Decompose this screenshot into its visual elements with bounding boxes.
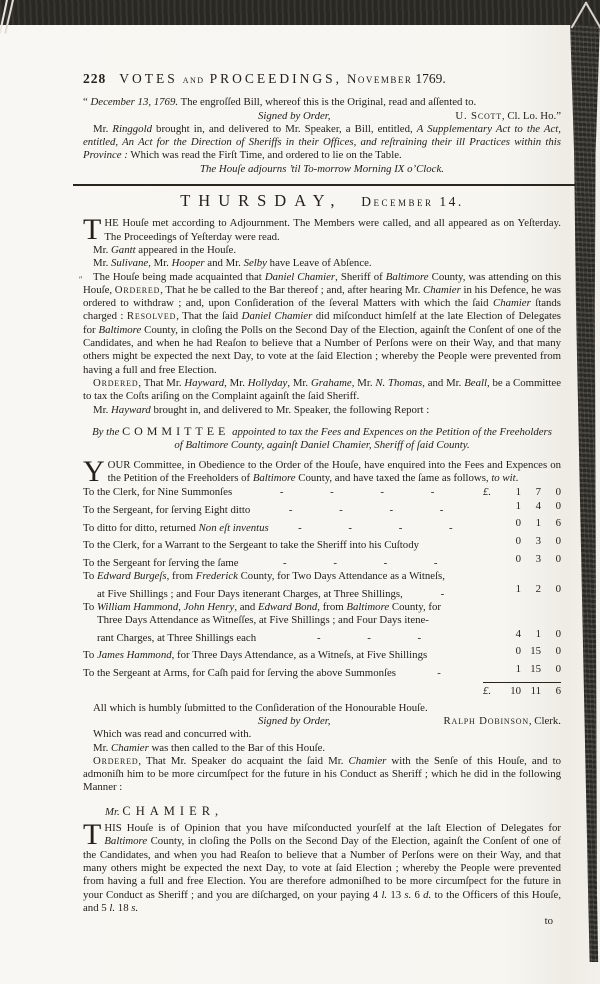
fee-description-continued: rant Charges, at Three Shillings each — [97, 631, 257, 644]
fee-amount: 0 3 0 — [515, 534, 561, 547]
fee-amount: 1 4 0 — [515, 499, 561, 512]
fee-row-non-est-inventus — [83, 517, 561, 535]
fee-description: To James Hammond, for Three Days Attendance, as a Witneſs, at Five Shillings — [83, 649, 428, 662]
dropcap-initial: T — [83, 818, 102, 852]
gantt-line: Mr. Gantt appeared in the Houſe. — [93, 243, 237, 256]
speaker-admonish-paragraph: Ordered, That Mr. Speaker do acquaint the ſaid Mr. Chamier with the Senſe of this Houſe, and to admoniſh him to be more circumſpect for the future in his Conduct as Sheriff ; which he did in the following Manner : — [83, 754, 561, 794]
fee-amount: £. 1 7 0 — [483, 486, 561, 499]
fee-row-james-hammond — [83, 645, 561, 663]
fee-description: To William Hammond, John Henry, and Edward Bond, from Baltimore County, for — [83, 600, 441, 613]
fee-amount: 1 15 0 — [515, 662, 561, 675]
fee-row-sergeant-same — [83, 553, 561, 571]
leader-dashes: - - - - — [298, 521, 454, 534]
fee-description: To Edward Burgeſs, from Frederick County, for Two Days Attendance as a Witneſs, — [83, 570, 445, 583]
currency-sign: £. — [483, 486, 492, 499]
admonition-paragraph — [83, 818, 562, 915]
section-divider-rule — [73, 184, 575, 186]
committee-intro-paragraph — [83, 454, 561, 488]
session-date: December 14. — [361, 194, 464, 210]
admonition-text: HIS Houſe is of Opinion that you have miſconducted yourſelf at the laſt Election of Delegates for Baltimore County, in cloſing the Polls on the Second Day of the Election, againſt the Conſent of one of the Candidates, and when you had Reaſon to believe that a Number of Perſons were on their Way, and that many others might be expected the next Day, to vote at ſaid Election ; whereby the People were prevented from having a full and free Election. You are therefore admoniſhed to be more circumſpect for the future in your Conduct as Sheriff ; and you are diſcharged, on your paying 4 l. 13 s. 6 d. to the Officers of this Houſe, and 5 l. 18 s. — [83, 822, 562, 914]
fee-row-hammond-henry-bond — [83, 601, 561, 645]
fee-amount: 1 2 0 — [515, 583, 561, 596]
fee-row-clerk-summonses — [83, 486, 561, 499]
fee-description: To ditto for ditto, returned Non eſt inventus — [83, 521, 269, 534]
chamier-charged-paragraph: ″ The Houſe being made acquainted that Daniel Chamier, Sheriff of Baltimore County, was attending on this Houſe, Ordered, That he be called to the Bar thereof ; and, after hearing Mr. Chamier in his Defence, he was ordered to withdraw ; and, upon Conſideration of the ſeveral Matters with which the ſaid Chamier ſtands charged : Resolved, That the ſaid Daniel Chamier did miſconduct himſelf at the late Election of Delegates for Baltimore County, in cloſing the Polls on the Second Day of the Election, againſt the Conſent of one of the Candidates, and when he had Reaſon to believe that a Number of Perſons were on their Way, and that many others might be expected the next Day, to vote at the ſaid Election ; whereby the People were prevented from having a full and free Election. — [79, 270, 562, 376]
signed-by-order-label: Signed by Order, — [258, 714, 331, 727]
fee-description: To the Sergeant, for ſerving Eight ditto — [83, 504, 251, 517]
signer-name-dobinson: Ralph Dobinson, Clerk. — [443, 714, 561, 727]
fee-total-row — [83, 682, 561, 698]
page-content — [79, 71, 562, 928]
hayward-report-line: Mr. Hayward brought in, and delivered to Mr. Speaker, the following Report : — [93, 403, 430, 416]
committee-appointed-paragraph: Ordered, That Mr. Hayward, Mr. Hollyday, Mr. Grahame, Mr. N. Thomas, and Mr. Beall, be a Committee to tax the Coſts ariſing on the Complaint againſt the ſaid Sheriff. — [83, 376, 562, 403]
dropcap-initial: T — [83, 213, 102, 247]
fee-description-continued: at Five Shillings ; and Four Days itenerant Charges, at Three Shillings, — [97, 587, 403, 600]
session-day: THURSDAY, — [180, 191, 343, 211]
fee-row-sergeant-serving — [83, 500, 561, 518]
scan-gutter-shadow — [563, 22, 600, 962]
dropcap-initial: Y — [83, 454, 105, 488]
catchword: to — [544, 915, 553, 928]
leader-dashes: - - - - — [279, 486, 436, 499]
fee-total-amount: £. 10 11 6 — [483, 682, 561, 698]
submitted-line: All which is humbly ſubmitted to the Conſideration of the Honourable Houſe. — [93, 701, 428, 714]
fee-description-continued: Three Days Attendance as Witneſſes, at Five Shillings ; and Four Days itene- — [97, 614, 429, 627]
leave-of-absence-line: Mr. Sulivane, Mr. Hooper and Mr. Selby have Leave of Abſence. — [93, 257, 372, 270]
running-head — [83, 72, 561, 87]
concurred-line: Which was read and concurred with. — [93, 728, 252, 741]
fee-description: To the Sergeant at Arms, for Caſh paid for ſerving the above Summonſes — [83, 667, 396, 680]
fee-description: To the Clerk, for a Warrant to the Sergeant to take the Sheriff into his Cuſtody — [83, 539, 420, 552]
fee-table — [83, 486, 561, 698]
fee-row-sergeant-at-arms — [83, 663, 561, 681]
fee-row-edward-burgess — [83, 570, 561, 601]
ringgold-bill-paragraph: Mr. Ringgold brought in, and delivered to Mr. Speaker, a Bill, entitled, A Supplementary Act to the Act, entitled, An Act for the Direction of Sheriffs in their Offices, and reſtraining their ill Practices within this Province : Which was read the Firſt Time, and ordered to lie on the Table. — [83, 122, 561, 162]
fee-row-warrant-custody — [83, 535, 561, 553]
fee-amount: 0 15 0 — [515, 645, 561, 658]
house-met-paragraph — [83, 213, 561, 247]
adjournment-line: The Houſe adjourns ’til To-morrow Morning IX o’Clock. — [200, 162, 444, 175]
session-heading — [83, 191, 561, 211]
committee-report-heading: By the COMMITTEE appointed to tax the Fees and Expences on the Petition of the Freeholders of Baltimore County, againſt Daniel Chamier, Sheriff of ſaid County. — [92, 423, 552, 451]
fee-amount: 4 1 0 — [515, 627, 561, 640]
fee-description: To the Clerk, for Nine Summonſes — [83, 486, 233, 499]
leader-dashes: - - - - — [288, 504, 445, 517]
engrossed-bill-entry: “ December 13, 1769. The engroſſed Bill, whereof this is the Original, read and aſſented to. — [83, 96, 477, 109]
currency-sign: £. — [483, 685, 492, 698]
fee-amount: 0 1 6 — [515, 517, 561, 530]
signed-by-order-label: Signed by Order, — [258, 109, 331, 122]
page-number: 228 — [83, 71, 107, 86]
called-to-bar-line: Mr. Chamier was then called to the Bar of this Houſe. — [93, 741, 326, 754]
scan-border-top — [0, 0, 600, 25]
chamier-salutation: Mr. CHAMIER, — [105, 803, 224, 818]
leader-dashes: - — [437, 667, 442, 680]
fee-amount: 0 3 0 — [515, 552, 561, 565]
signer-name-scott: U. Scott, Cl. Lo. Ho.” — [455, 109, 561, 122]
leader-dashes: - - - — [316, 631, 423, 644]
signature-row-scott — [83, 110, 561, 123]
leader-dashes: - - - - — [283, 556, 439, 569]
signature-row-dobinson — [83, 715, 561, 728]
running-title: VOTES and PROCEEDINGS, November 1769. — [119, 71, 446, 86]
leader-dashes: - — [440, 587, 446, 600]
fee-description: To the Sergeant for ſerving the ſame — [83, 556, 239, 569]
house-met-text: HE Houſe met according to Adjournment. The Members were called, and all appeared as on Yeſterday. The Proceedings of Yeſterday were read. — [104, 217, 561, 243]
committee-intro-text: OUR Committee, in Obedience to the Order of the Houſe, have enquired into the Fees and Expences on the Petition of the Freeholders of Baltimore County, and have taxed the ſame as follows, to wit. — [107, 458, 561, 485]
